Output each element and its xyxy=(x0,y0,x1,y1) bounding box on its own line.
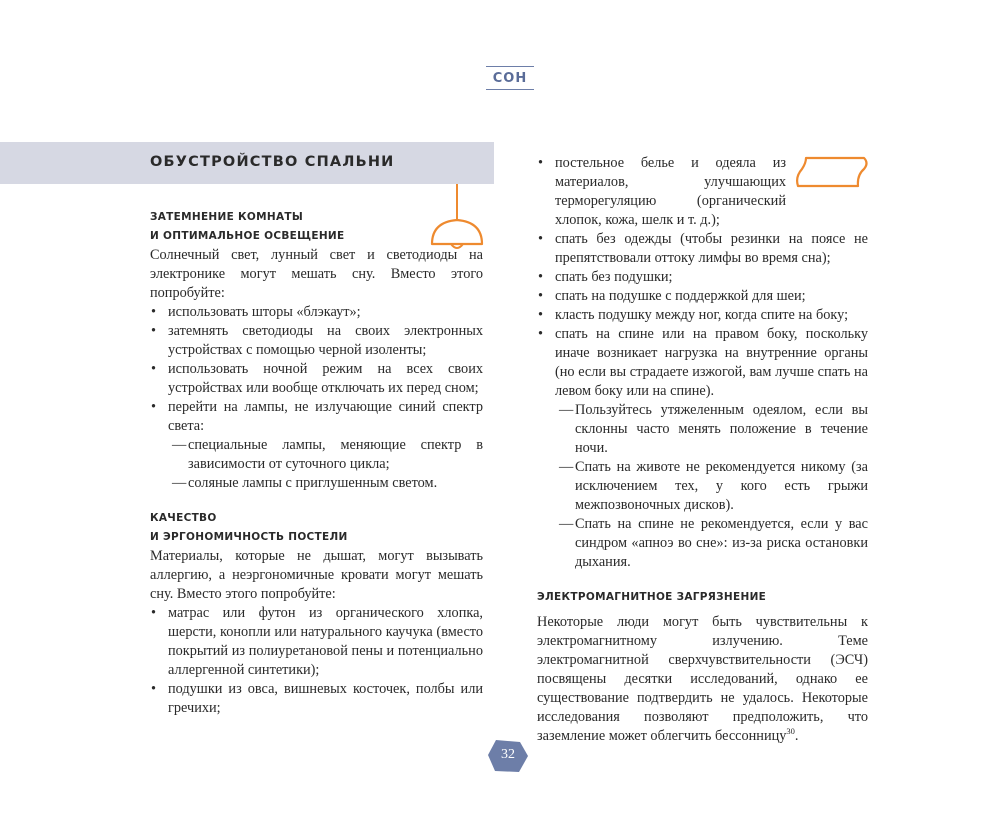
page-number: 32 xyxy=(501,747,515,762)
section-heading-emf: ЭЛЕКТРОМАГНИТНОЕ ЗАГРЯЗНЕНИЕ xyxy=(537,591,767,603)
list-item: — соляные лампы с приглушенным светом. xyxy=(150,474,483,493)
list-item: — Спать на животе не рекомендуется никому (за исключением тех, у кого есть грыжи межпозвоночных дисков). xyxy=(537,458,868,515)
list-item: • постельное белье и одеяла из материалов, улучшающих терморегуляцию (органический хлопок, кожа, шелк и т. д.); xyxy=(537,154,868,230)
dash-list xyxy=(150,436,483,493)
right-column xyxy=(537,154,868,746)
section-heading-bedding: КАЧЕСТВО И ЭРГОНОМИЧНОСТЬ ПОСТЕЛИ xyxy=(150,512,348,543)
list-item: • матрас или футон из органического хлопка, шерсти, конопли или натурального каучука (вместо покрытий из полиуретановой пены и потенциально аллергенной синтетики); xyxy=(150,604,483,680)
list-item: • спать без подушки; xyxy=(537,268,868,287)
bullet-list xyxy=(150,604,483,718)
list-item: • использовать ночной режим на всех своих устройствах или вообще отключать их перед сном; xyxy=(150,360,483,398)
paragraph: Солнечный свет, лунный свет и светодиоды на электронике могут мешать сну. Вместо этого попробуйте: xyxy=(150,247,483,301)
bullet-list xyxy=(537,154,868,401)
list-item: • спать на подушке с поддержкой для шеи; xyxy=(537,287,868,306)
paragraph: Некоторые люди могут быть чувствительны к электромагнитному излучению. Теме электромагнитной сверхчувствительности (ЭСЧ) посвящены десятки исследований, однако ее существование подтвердить не удалось. Некоторые исследования позволяют предположить, что заземление может облегчить бессонницу$^{30}$. xyxy=(537,614,868,744)
list-item: — Спать на спине не рекомендуется, если у вас синдром «апноэ во сне»: из-за риска остановки дыхания. xyxy=(537,515,868,572)
list-item: — специальные лампы, меняющие спектр в зависимости от суточного цикла; xyxy=(150,436,483,474)
list-item: • затемнять светодиоды на своих электронных устройствах с помощью черной изоленты; xyxy=(150,322,483,360)
list-item: — Пользуйтесь утяжеленным одеялом, если вы склонны часто менять положение в течение ночи. xyxy=(537,401,868,458)
list-item: • спать без одежды (чтобы резинки на поясе не препятствовали оттоку лимфы во время сна); xyxy=(537,230,868,268)
bullet-list xyxy=(150,303,483,436)
left-column xyxy=(150,208,483,718)
footnote-ref: 30 xyxy=(786,726,795,737)
section-header: СОН xyxy=(486,66,534,90)
page-title: ОБУСТРОЙСТВО СПАЛЬНИ xyxy=(150,154,395,170)
list-item: • перейти на лампы, не излучающие синий спектр света: xyxy=(150,398,483,436)
dash-list xyxy=(537,401,868,572)
list-item: • спать на спине или на правом боку, поскольку иначе возникает нагрузка на внутренние органы (но если вы страдаете изжогой, вам лучше спать на левом боку или на спине). xyxy=(537,325,868,401)
section-heading-darkening: ЗАТЕМНЕНИЕ КОМНАТЫ И ОПТИМАЛЬНОЕ ОСВЕЩЕНИЕ xyxy=(150,211,345,242)
list-item: • подушки из овса, вишневых косточек, полбы или гречихи; xyxy=(150,680,483,718)
list-item: • использовать шторы «блэкаут»; xyxy=(150,303,483,322)
paragraph: Материалы, которые не дышат, могут вызывать аллергию, а неэргономичные кровати могут мешать сну. Вместо этого попробуйте: xyxy=(150,548,483,602)
list-item: • класть подушку между ног, когда спите на боку; xyxy=(537,306,868,325)
